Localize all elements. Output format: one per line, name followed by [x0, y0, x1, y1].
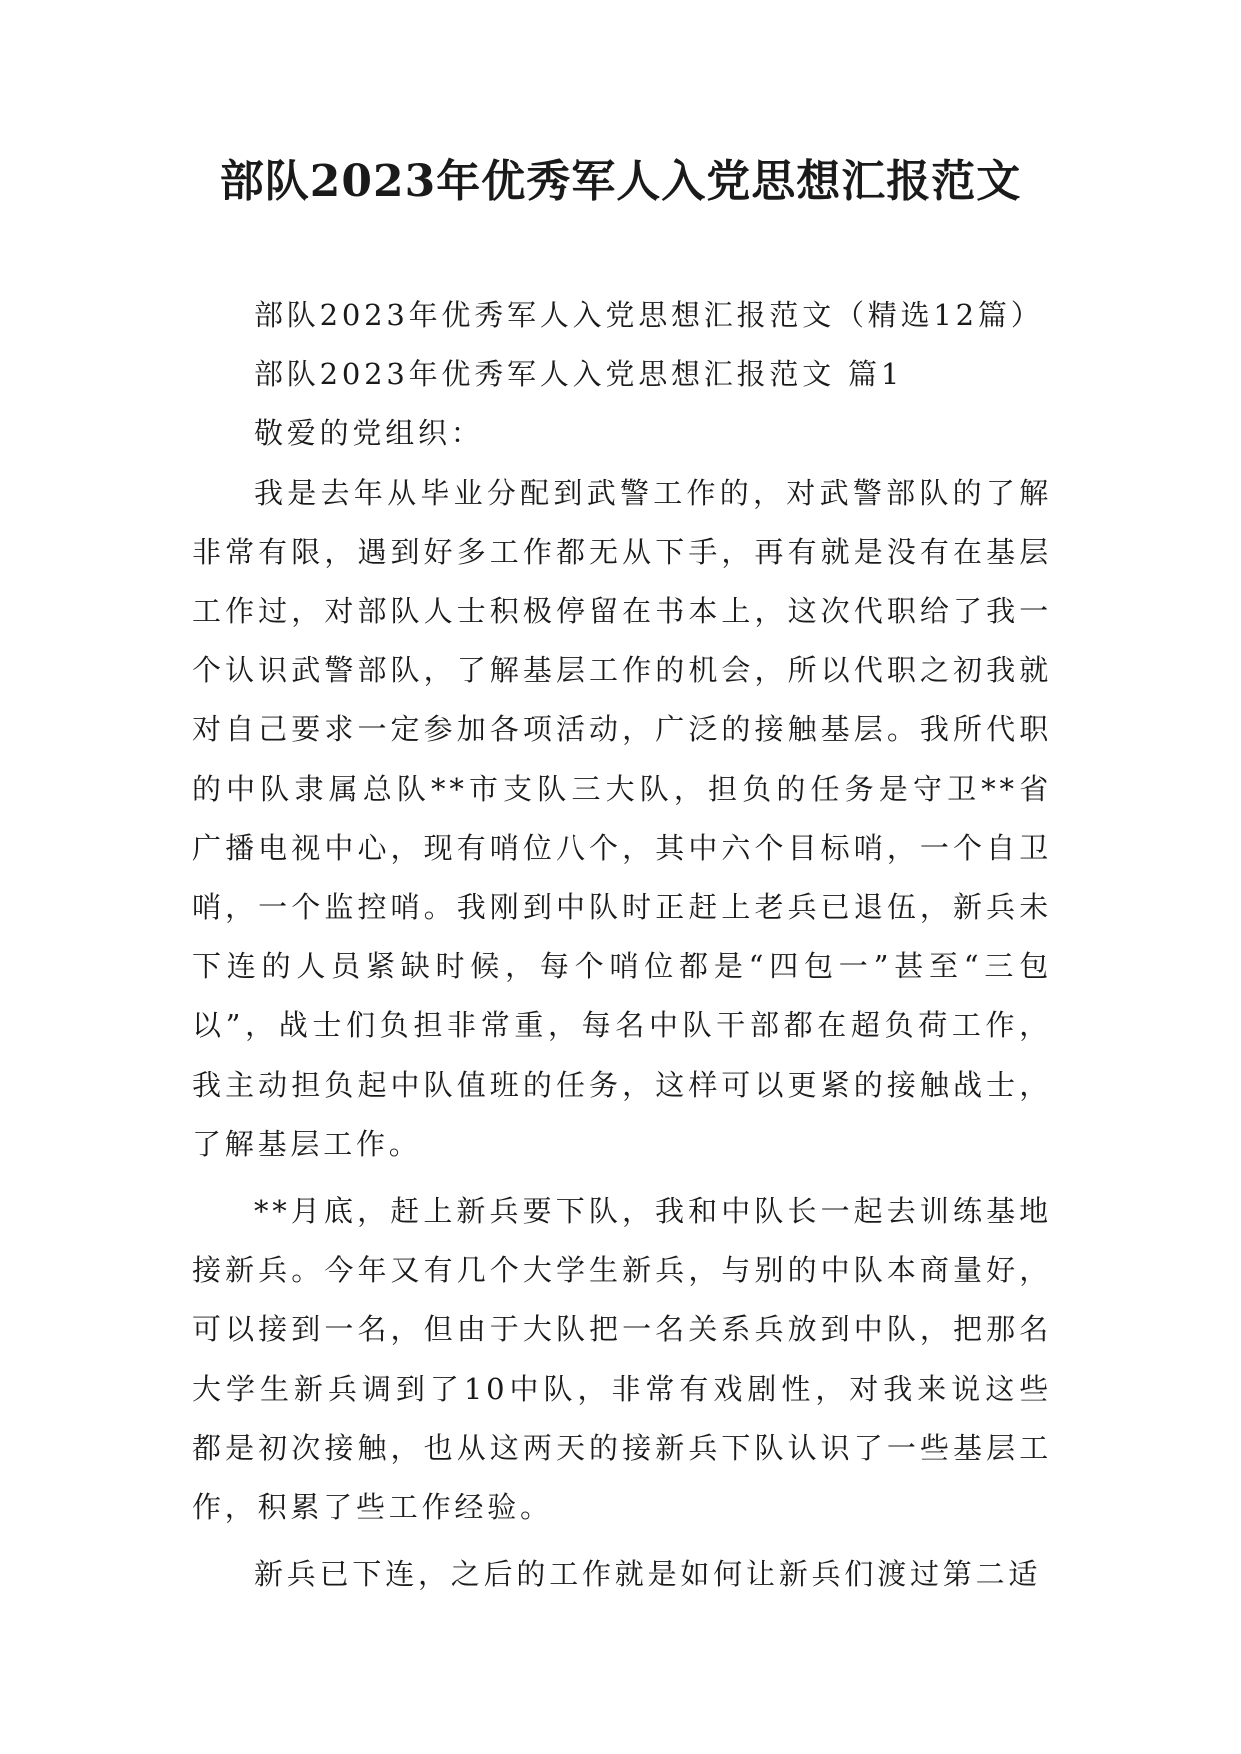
body-paragraph: **月底，赶上新兵要下队，我和中队长一起去训练基地接新兵。今年又有几个大学生新兵，与别的中队本商量好，可以接到一名，但由于大队把一名关系兵放到中队，把那名大学生新兵调到了10中队，非常有戏剧性，对我来说这些都是初次接触，也从这两天的接新兵下队认识了一些基层工作，积累了些工作经验。	[192, 1194, 1052, 1525]
body-paragraph: 我是去年从毕业分配到武警工作的，对武警部队的了解非常有限，遇到好多工作都无从下手，再有就是没有在基层工作过，对部队人士积极停留在书本上，这次代职给了我一个认识武警部队，了解基层工作的机会，所以代职之初我就对自己要求一定参加各项活动，广泛的接触基层。我所代职的中队隶属总队**市支队三大队，担负的任务是守卫**省广播电视中心，现有哨位八个，其中六个目标哨，一个自卫哨，一个监控哨。我刚到中队时正赶上老兵已退伍，新兵未下连的人员紧缺时候，每个哨位都是“四包一”甚至“三包以”，战士们负担非常重，每名中队干部都在超负荷工作，我主动担负起中队值班的任务，这样可以更紧的接触战士，了解基层工作。	[192, 475, 1052, 1161]
document-body	[192, 286, 1052, 1604]
body-paragraph: 新兵已下连，之后的工作就是如何让新兵们渡过第二适	[254, 1557, 1042, 1592]
document-subtitle: 部队2023年优秀军人入党思想汇报范文（精选12篇）	[254, 298, 1044, 332]
section-heading: 部队2023年优秀军人入党思想汇报范文 篇1	[254, 357, 904, 392]
salutation: 敬爱的党组织：	[254, 416, 484, 451]
document-title: 部队2023年优秀军人入党思想汇报范文	[219, 156, 1022, 207]
